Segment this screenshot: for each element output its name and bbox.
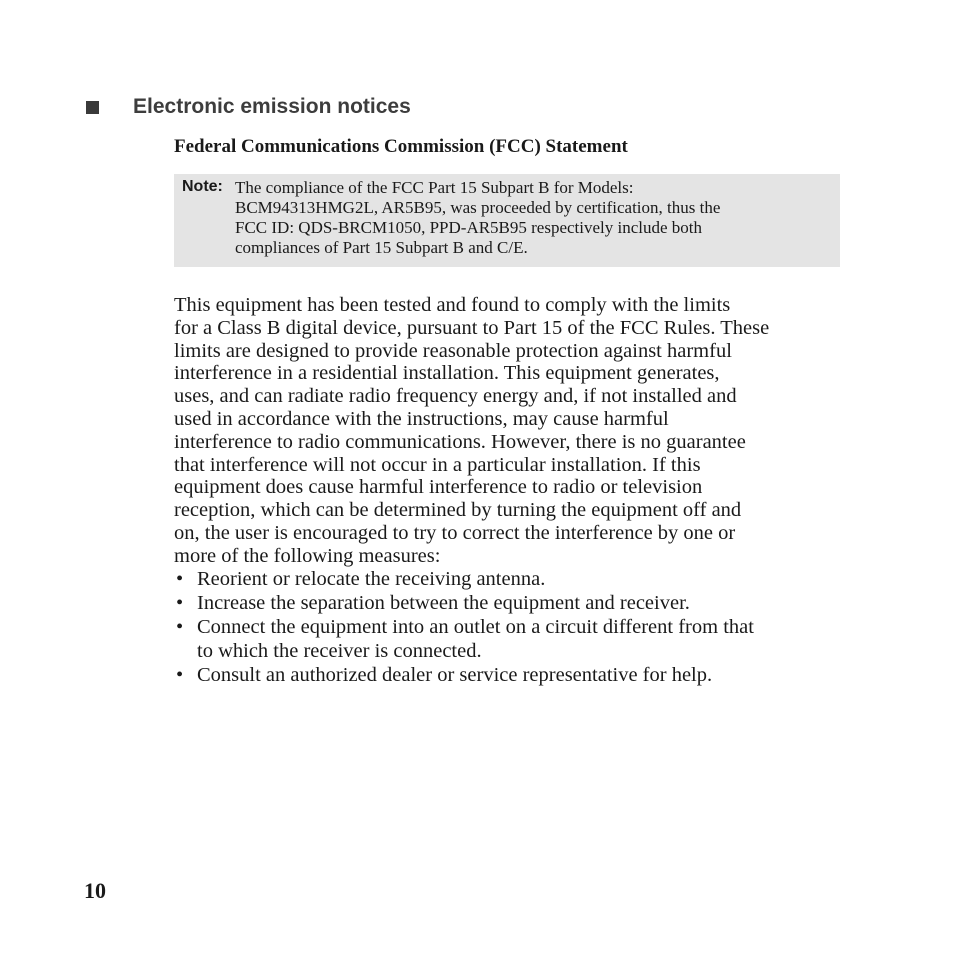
list-item — [174, 591, 854, 615]
body-line: equipment does cause harmful interference to radio or television — [174, 476, 703, 499]
body-line: limits are designed to provide reasonable protection against harmful — [174, 339, 732, 362]
list-item-text: Consult an authorized dealer or service representative for help. — [197, 664, 713, 686]
note-label: Note: — [182, 178, 223, 195]
note-line: The compliance of the FCC Part 15 Subpart B for Models: — [235, 178, 634, 197]
list-item — [174, 615, 854, 663]
body-line: interference to radio communications. However, there is no guarantee — [174, 430, 746, 453]
fcc-statement-heading: Federal Communications Commission (FCC) Statement — [174, 136, 628, 157]
section-heading — [86, 92, 411, 122]
note-line: BCM94313HMG2L, AR5B95, was proceeded by certification, thus the — [235, 198, 721, 217]
note-line: compliances of Part 15 Subpart B and C/E. — [235, 238, 528, 257]
measures-list — [174, 567, 854, 687]
list-item-text: Connect the equipment into an outlet on a circuit different from that — [197, 616, 754, 638]
list-item-text: Reorient or relocate the receiving antenna. — [197, 568, 546, 590]
body-line: that interference will not occur in a particular installation. If this — [174, 453, 701, 476]
body-line: for a Class B digital device, pursuant to Part 15 of the FCC Rules. These — [174, 316, 770, 339]
list-item — [174, 663, 854, 687]
list-item-text: to which the receiver is connected. — [197, 640, 482, 662]
note-text — [235, 178, 825, 258]
body-line: This equipment has been tested and found to comply with the limits — [174, 294, 731, 316]
body-line: on, the user is encouraged to try to correct the interference by one or — [174, 521, 736, 544]
body-line: used in accordance with the instructions, may cause harmful — [174, 407, 669, 430]
body-line: reception, which can be determined by turning the equipment off and — [174, 499, 742, 522]
list-item-text: Increase the separation between the equipment and receiver. — [197, 592, 690, 614]
body-line: more of the following measures: — [174, 544, 441, 567]
bullet-icon: • — [176, 616, 184, 638]
body-paragraph — [174, 294, 844, 568]
body-line: uses, and can radiate radio frequency energy and, if not installed and — [174, 385, 737, 408]
bullet-icon: • — [176, 568, 184, 590]
bullet-icon: • — [176, 592, 184, 614]
bullet-icon: • — [176, 664, 184, 686]
note-line: FCC ID: QDS-BRCM1050, PPD-AR5B95 respectively include both — [235, 218, 703, 237]
body-line: interference in a residential installation. This equipment generates, — [174, 362, 720, 385]
square-bullet-icon — [86, 101, 99, 114]
section-title: Electronic emission notices — [133, 95, 411, 118]
note-box — [174, 174, 840, 267]
page-number: 10 — [84, 878, 106, 903]
list-item — [174, 567, 854, 591]
